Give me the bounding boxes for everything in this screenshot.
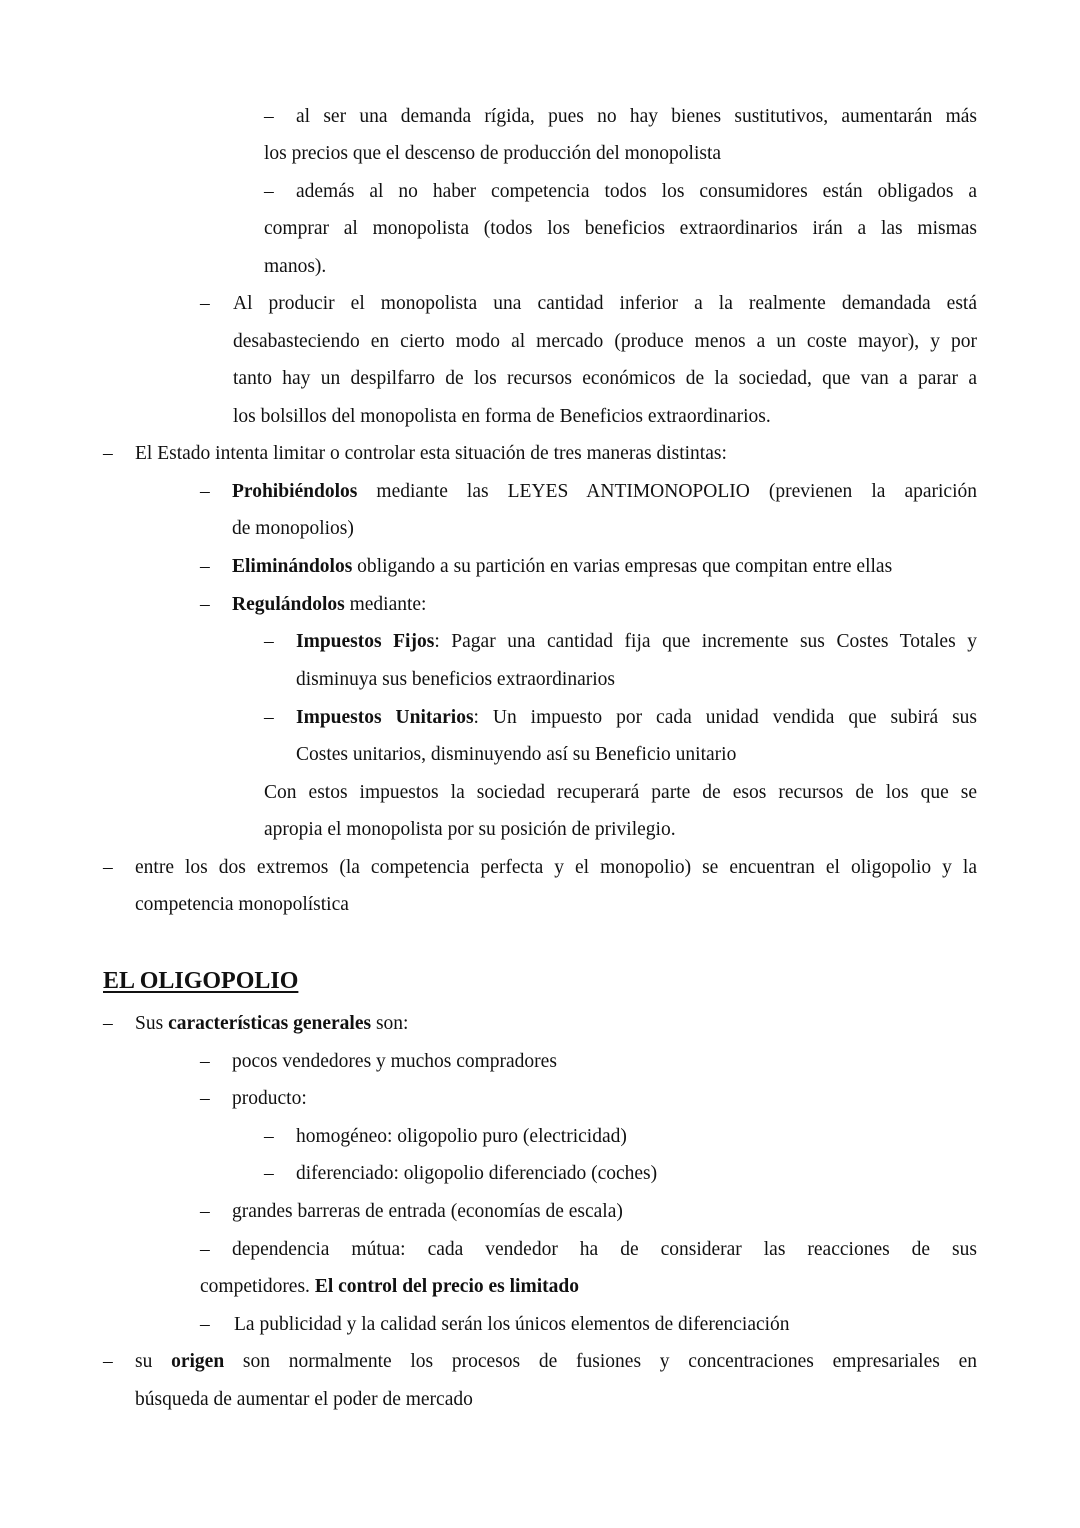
bullet-dash: – — [200, 293, 210, 314]
bold-term: características generales — [168, 1013, 372, 1034]
bullet-dash: – — [264, 181, 274, 202]
text-line: Costes unitarios, disminuyendo así su Beneficio unitario — [296, 744, 737, 765]
bold-term: Impuestos Fijos — [296, 631, 435, 652]
bold-term: Regulándolos — [232, 594, 345, 615]
text-line: los bolsillos del monopolista en forma de Beneficios extraordinarios. — [233, 406, 771, 427]
text-line: homogéneo: oligopolio puro (electricidad) — [296, 1126, 627, 1147]
text-line: los precios que el descenso de producción del monopolista — [264, 143, 722, 164]
bullet-dash: – — [200, 556, 210, 577]
text-span: : Un impuesto por cada unidad vendida que subirá sus — [473, 707, 977, 728]
section-heading: EL OLIGOPOLIO — [103, 968, 299, 994]
text-line — [232, 593, 426, 617]
bullet-dash: – — [103, 857, 113, 878]
text-span: : Pagar una cantidad fija que incremente sus Costes Totales y — [434, 631, 977, 652]
text-span: mediante las LEYES ANTIMONOPOLIO (previenen la aparición — [357, 481, 977, 502]
text-span: competidores. — [200, 1276, 315, 1297]
text-line — [232, 555, 892, 579]
text-line: grandes barreras de entrada (economías de escala) — [232, 1201, 623, 1222]
text-line: comprar al monopolista (todos los beneficios extraordinarios irán a las mismas — [264, 218, 977, 239]
text-line: El Estado intenta limitar o controlar esta situación de tres maneras distintas: — [135, 443, 727, 464]
text-line: Con estos impuestos la sociedad recuperará parte de esos recursos de los que se — [264, 782, 977, 803]
text-line: además al no haber competencia todos los consumidores están obligados a — [296, 181, 977, 202]
bold-term: origen — [171, 1351, 225, 1372]
bullet-dash: – — [264, 707, 274, 728]
text-line: búsqueda de aumentar el poder de mercado — [135, 1389, 473, 1410]
bullet-dash: – — [200, 1088, 210, 1109]
text-line: al ser una demanda rígida, pues no hay bienes sustitutivos, aumentarán más — [296, 106, 977, 127]
bullet-dash: – — [200, 1239, 210, 1260]
text-span: Sus — [135, 1013, 169, 1034]
text-line: producto: — [232, 1088, 307, 1109]
text-line: dependencia mútua: cada vendedor ha de considerar las reacciones de sus — [232, 1239, 977, 1260]
text-span: son: — [371, 1013, 409, 1034]
bullet-dash: – — [103, 443, 113, 464]
bullet-dash: – — [200, 1051, 210, 1072]
text-line: tanto hay un despilfarro de los recursos económicos de la sociedad, que van a parar a — [233, 368, 977, 389]
text-line — [200, 1275, 579, 1299]
text-line: entre los dos extremos (la competencia perfecta y el monopolio) se encuentran el oligopolio y la — [135, 857, 977, 878]
bold-term: Eliminándolos — [232, 556, 353, 577]
bullet-dash: – — [264, 106, 274, 127]
text-span: son normalmente los procesos de fusiones y concentraciones empresariales en — [224, 1351, 977, 1372]
text-line: diferenciado: oligopolio diferenciado (coches) — [296, 1163, 658, 1184]
bullet-dash: – — [103, 1351, 113, 1372]
text-line: manos). — [264, 256, 327, 277]
text-line: desabasteciendo en cierto modo al mercado (produce menos a un coste mayor), y por — [233, 331, 977, 352]
text-line — [135, 1012, 408, 1036]
bullet-dash: – — [264, 1126, 274, 1147]
bullet-dash: – — [264, 1163, 274, 1184]
text-line: Al producir el monopolista una cantidad inferior a la realmente demandada está — [233, 293, 977, 314]
bold-term: El control del precio es limitado — [314, 1276, 579, 1297]
text-line — [135, 1350, 977, 1374]
text-line — [296, 630, 977, 654]
text-line: pocos vendedores y muchos compradores — [232, 1051, 557, 1072]
text-span: su — [135, 1351, 172, 1372]
bullet-dash: – — [200, 1314, 210, 1335]
text-line — [232, 480, 977, 504]
text-line: disminuya sus beneficios extraordinarios — [296, 669, 615, 690]
text-span: mediante: — [344, 594, 427, 615]
text-line: competencia monopolística — [135, 894, 349, 915]
text-line: apropia el monopolista por su posición de privilegio. — [264, 819, 676, 840]
bold-term: Impuestos Unitarios — [296, 707, 474, 728]
bullet-dash: – — [264, 631, 274, 652]
text-span: obligando a su partición en varias empresas que compitan entre ellas — [352, 556, 893, 577]
text-line: de monopolios) — [232, 518, 354, 539]
bold-term: Prohibiéndolos — [232, 481, 358, 502]
bullet-dash: – — [103, 1013, 113, 1034]
bullet-dash: – — [200, 594, 210, 615]
text-line: La publicidad y la calidad serán los únicos elementos de diferenciación — [234, 1314, 790, 1335]
text-line — [296, 706, 977, 730]
bullet-dash: – — [200, 1201, 210, 1222]
bullet-dash: – — [200, 481, 210, 502]
